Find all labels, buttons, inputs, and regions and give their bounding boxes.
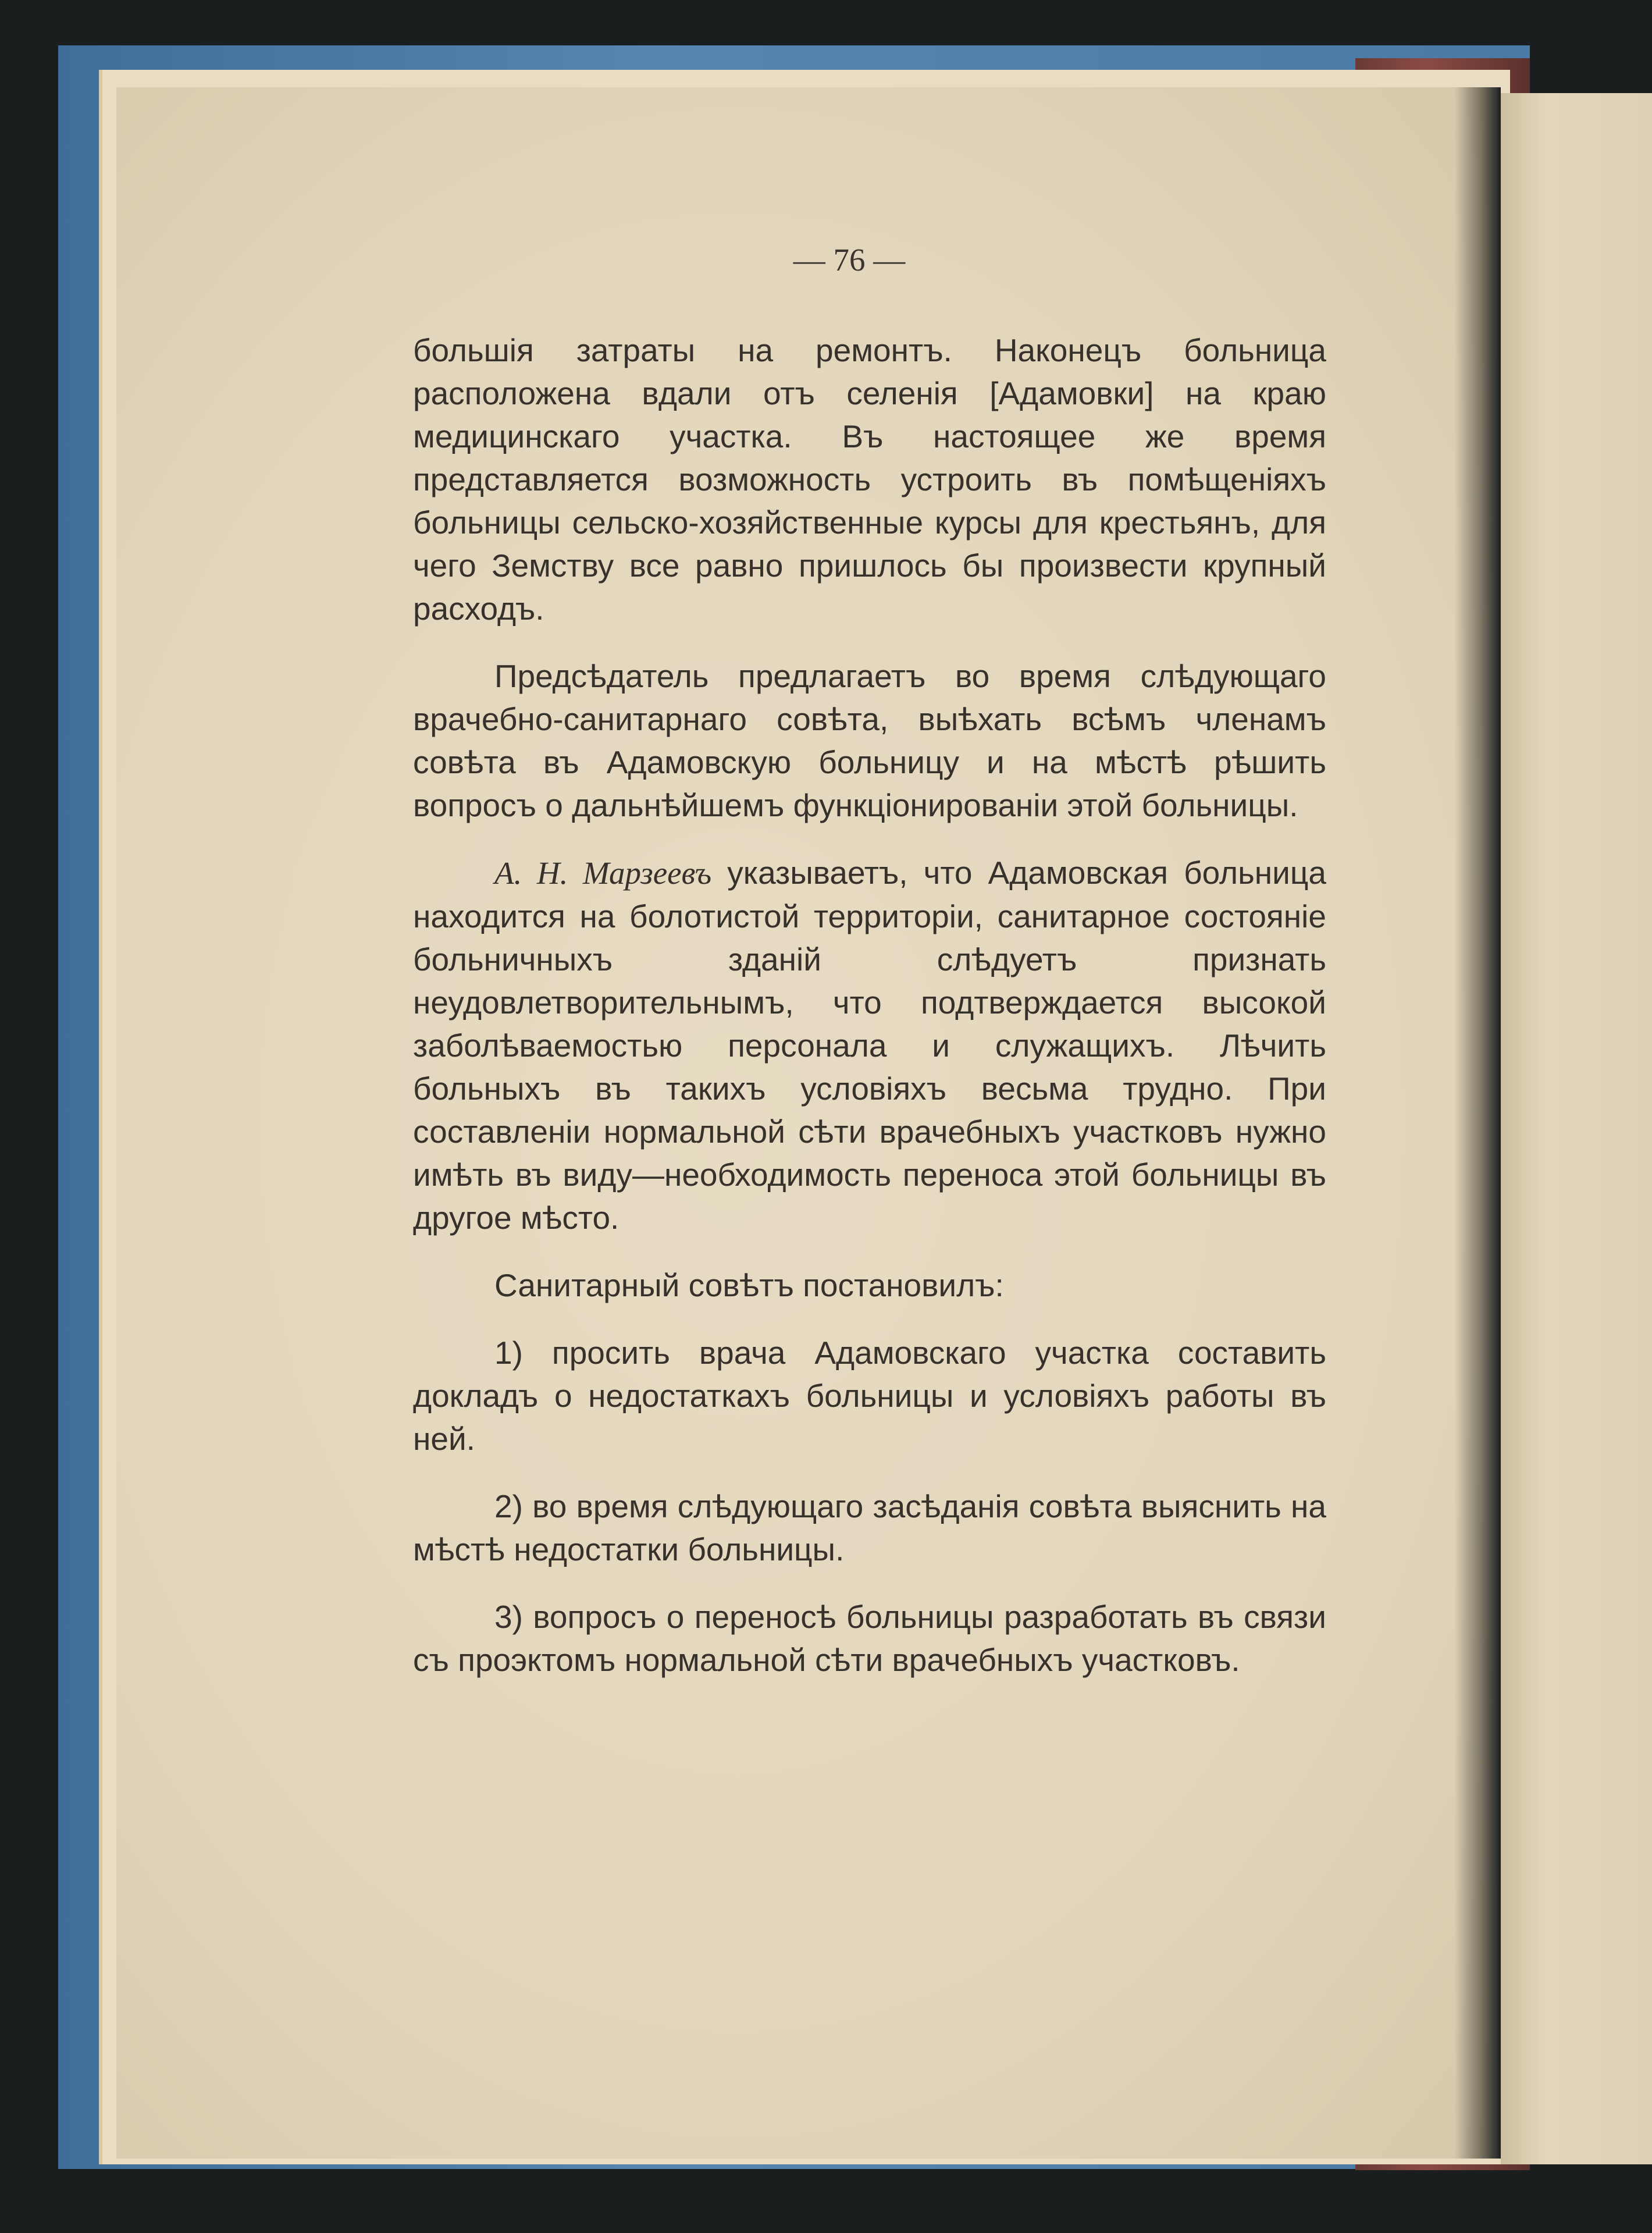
speaker-name: А. Н. Марзеевъ — [494, 855, 712, 891]
resolution-item-3: 3) вопросъ о переносѣ больницы разработать въ связи съ проэктомъ нормальной сѣти врачебныхъ участковъ. — [413, 1599, 1326, 1678]
page-text — [413, 329, 1326, 1681]
paragraph-3-text: указываетъ, что Адамовская больница находится на болотистой территоріи, санитарное состояніе больничныхъ зданій слѣдуетъ признать неудовлетворительнымъ, что подтверждается высокой заболѣваемостью персонала и служащихъ. Лѣчить больныхъ въ такихъ условіяхъ весьма трудно. При составленіи нормальной сѣти врачебныхъ участковъ нужно имѣть въ виду—необходимость переноса этой больницы въ другое мѣсто. — [413, 855, 1326, 1236]
facing-page-edge — [1501, 93, 1652, 2164]
paragraph-2: Предсѣдатель предлагаетъ во время слѣдующаго врачебно-санитарнаго совѣта, выѣхать всѣмъ членамъ совѣта въ Адамовскую больницу и на мѣстѣ рѣшить вопросъ о дальнѣйшемъ функціонированіи этой больницы. — [413, 658, 1326, 823]
page-gutter-shadow — [1454, 87, 1501, 2159]
resolution-item-2: 2) во время слѣдующаго засѣданія совѣта выяснить на мѣстѣ недостатки больницы. — [413, 1488, 1326, 1567]
paragraph-1: большія затраты на ремонтъ. Наконецъ больница расположена вдали отъ селенія [Адамовки] на краю медицинскаго участка. Въ настоящее же время представляется возможность устроить въ помѣщеніяхъ больницы сельско-хозяйственные курсы для крестьянъ, для чего Земству все равно пришлось бы произвести крупный расходъ. — [413, 332, 1326, 627]
resolution-item-1: 1) просить врача Адамовскаго участка составить докладъ о недостаткахъ больницы и условіяхъ работы въ ней. — [413, 1335, 1326, 1457]
paragraph-3 — [413, 851, 1326, 1239]
page-number: — 76 — — [793, 242, 906, 278]
resolution-heading: Санитарный совѣтъ постановилъ: — [494, 1267, 1004, 1303]
